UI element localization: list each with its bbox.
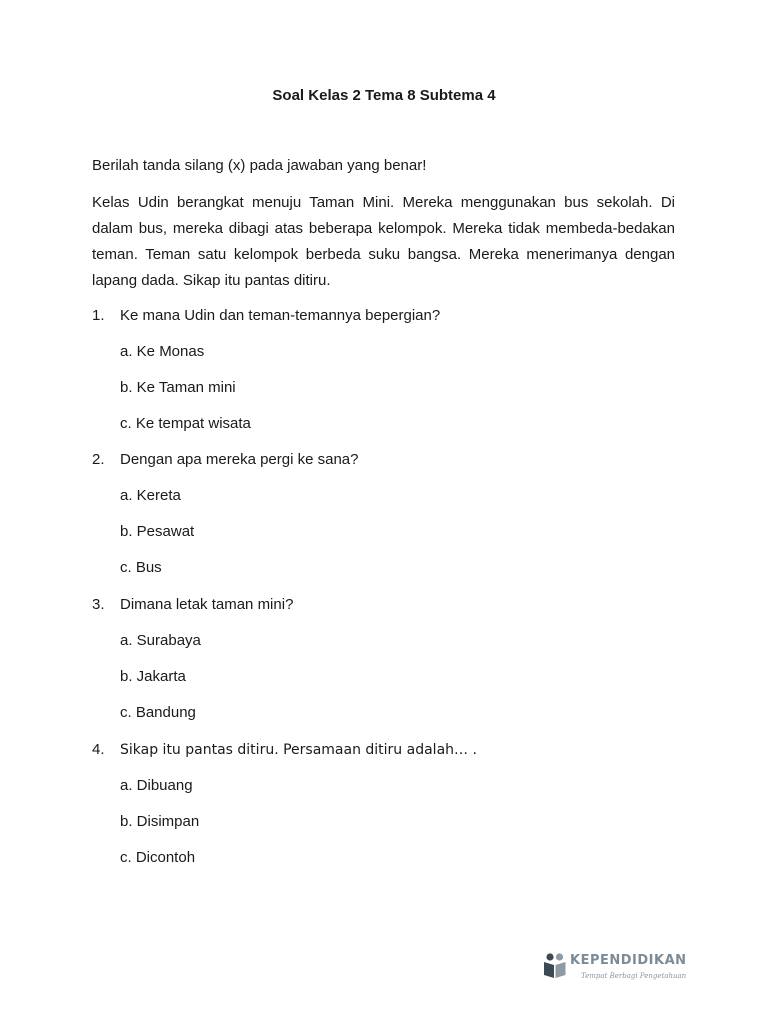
kependidikan-logo-icon (543, 952, 567, 982)
question-2-option-a: a. Kereta (120, 487, 181, 504)
question-3-option-a: a. Surabaya (120, 632, 201, 649)
question-number: 4. (92, 741, 105, 758)
question-text: Dengan apa mereka pergi ke sana? (120, 451, 359, 468)
question-1-option-c: c. Ke tempat wisata (120, 415, 251, 432)
question-number: 1. (92, 307, 105, 324)
question-number: 2. (92, 451, 105, 468)
question-4-option-b: b. Disimpan (120, 813, 200, 830)
question-text: Dimana letak taman mini? (120, 596, 294, 613)
kependidikan-logo (543, 950, 687, 990)
question-3-option-b: b. Jakarta (120, 668, 186, 685)
question-1-option-b: b. Ke Taman mini (120, 379, 236, 396)
question-4-option-c: c. Dicontoh (120, 849, 196, 866)
question-2-option-c: c. Bus (120, 559, 162, 576)
question-1 (92, 307, 440, 324)
question-text: Sikap itu pantas ditiru. Persamaan ditiru adalah… . (120, 742, 477, 758)
reading-passage: Kelas Udin berangkat menuju Taman Mini. Mereka menggunakan bus sekolah. Di dalam bus, mereka dibagi atas beberapa kelompok. Mereka tidak membeda-bedakan teman. Teman satu kelompok berbeda suku bangsa. Mereka menerimanya dengan lapang dada. Sikap itu pantas ditiru. (92, 194, 675, 289)
question-4-option-a: a. Dibuang (120, 777, 193, 794)
logo-tagline: Tempat Berbagi Pengetahuan (581, 972, 687, 980)
question-2-option-b: b. Pesawat (120, 523, 195, 540)
instruction-text: Berilah tanda silang (x) pada jawaban yang benar! (92, 157, 427, 174)
question-1-option-a: a. Ke Monas (120, 343, 205, 360)
question-2 (92, 451, 359, 468)
logo-wordmark: KEPENDIDIKAN (570, 953, 687, 968)
question-3-option-c: c. Bandung (120, 704, 196, 721)
question-4 (92, 741, 477, 758)
question-text: Ke mana Udin dan teman-temannya bepergian? (120, 307, 441, 324)
document-title: Soal Kelas 2 Tema 8 Subtema 4 (272, 87, 496, 104)
question-3 (92, 596, 293, 613)
question-number: 3. (92, 596, 105, 613)
